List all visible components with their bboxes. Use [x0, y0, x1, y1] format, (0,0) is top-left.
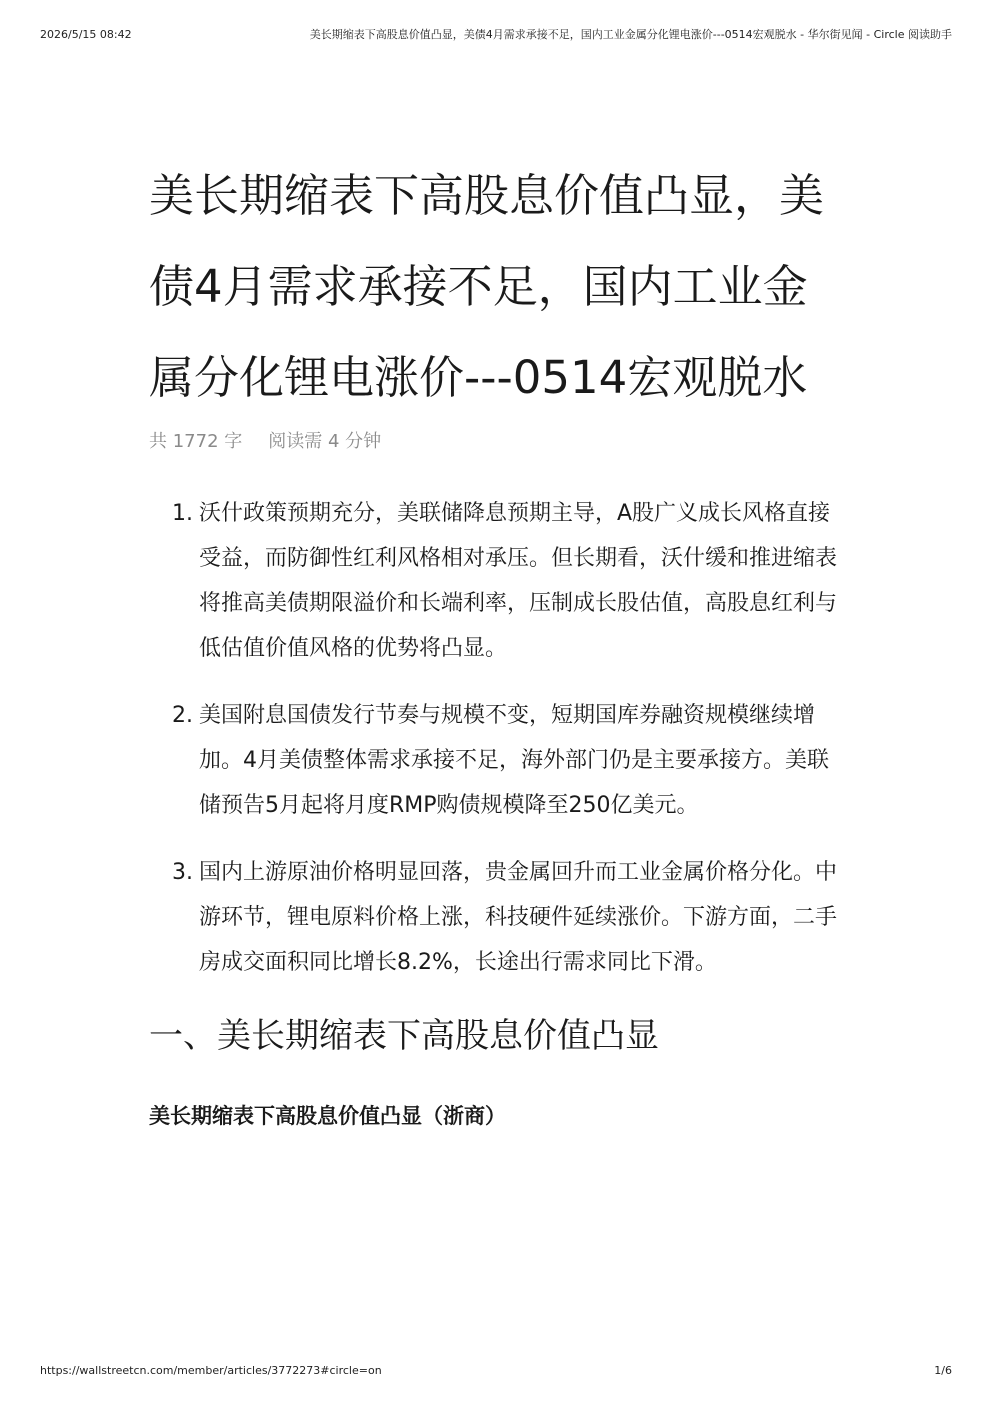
section-heading: 一、美长期缩表下高股息价值凸显 [149, 1016, 659, 1056]
summary-item-text: 沃什政策预期充分，美联储降息预期主导，A股广义成长风格直接受益，而防御性红利风格相对承压。但长期看，沃什缓和推进缩表将推高美债期限溢价和长端利率，压制成长股估值，高股息红利与低估值价值风格的优势将凸显。 [199, 501, 838, 661]
sub-heading: 美长期缩表下高股息价值凸显（浙商） [149, 1104, 506, 1128]
summary-item-number: 2. [172, 703, 193, 728]
summary-list [149, 491, 849, 985]
summary-item-text: 国内上游原油价格明显回落，贵金属回升而工业金属价格分化。中游环节，锂电原料价格上涨，科技硬件延续涨价。下游方面，二手房成交面积同比增长8.2%，长途出行需求同比下滑。 [199, 860, 838, 975]
summary-item-number: 3. [172, 860, 193, 885]
article [149, 150, 849, 1131]
print-footer [40, 1362, 952, 1380]
summary-item-number: 1. [172, 501, 193, 526]
article-title: 美长期缩表下高股息价值凸显，美债4月需求承接不足，国内工业金属分化锂电涨价---0514宏观脱水 [149, 169, 825, 404]
print-header [40, 26, 952, 44]
article-meta [149, 427, 849, 457]
word-count: 共 1772 字 [149, 431, 243, 452]
summary-item-text: 美国附息国债发行节奏与规模不变，短期国库券融资规模继续增加。4月美债整体需求承接不足，海外部门仍是主要承接方。美联储预告5月起将月度RMP购债规模降至250亿美元。 [199, 703, 829, 818]
page-number: 1/6 [934, 1364, 952, 1377]
print-datetime: 2026/5/15 08:42 [40, 28, 132, 41]
page-url: https://wallstreetcn.com/member/articles/3772273#circle=on [40, 1364, 382, 1377]
summary-item [172, 850, 849, 985]
summary-item [172, 693, 849, 828]
read-time: 阅读需 4 分钟 [268, 431, 382, 452]
summary-item [172, 491, 849, 671]
print-doc-title: 美长期缩表下高股息价值凸显，美债4月需求承接不足，国内工业金属分化锂电涨价---0514宏观脱水 - 华尔街见闻 - Circle 阅读助手 [309, 28, 952, 41]
